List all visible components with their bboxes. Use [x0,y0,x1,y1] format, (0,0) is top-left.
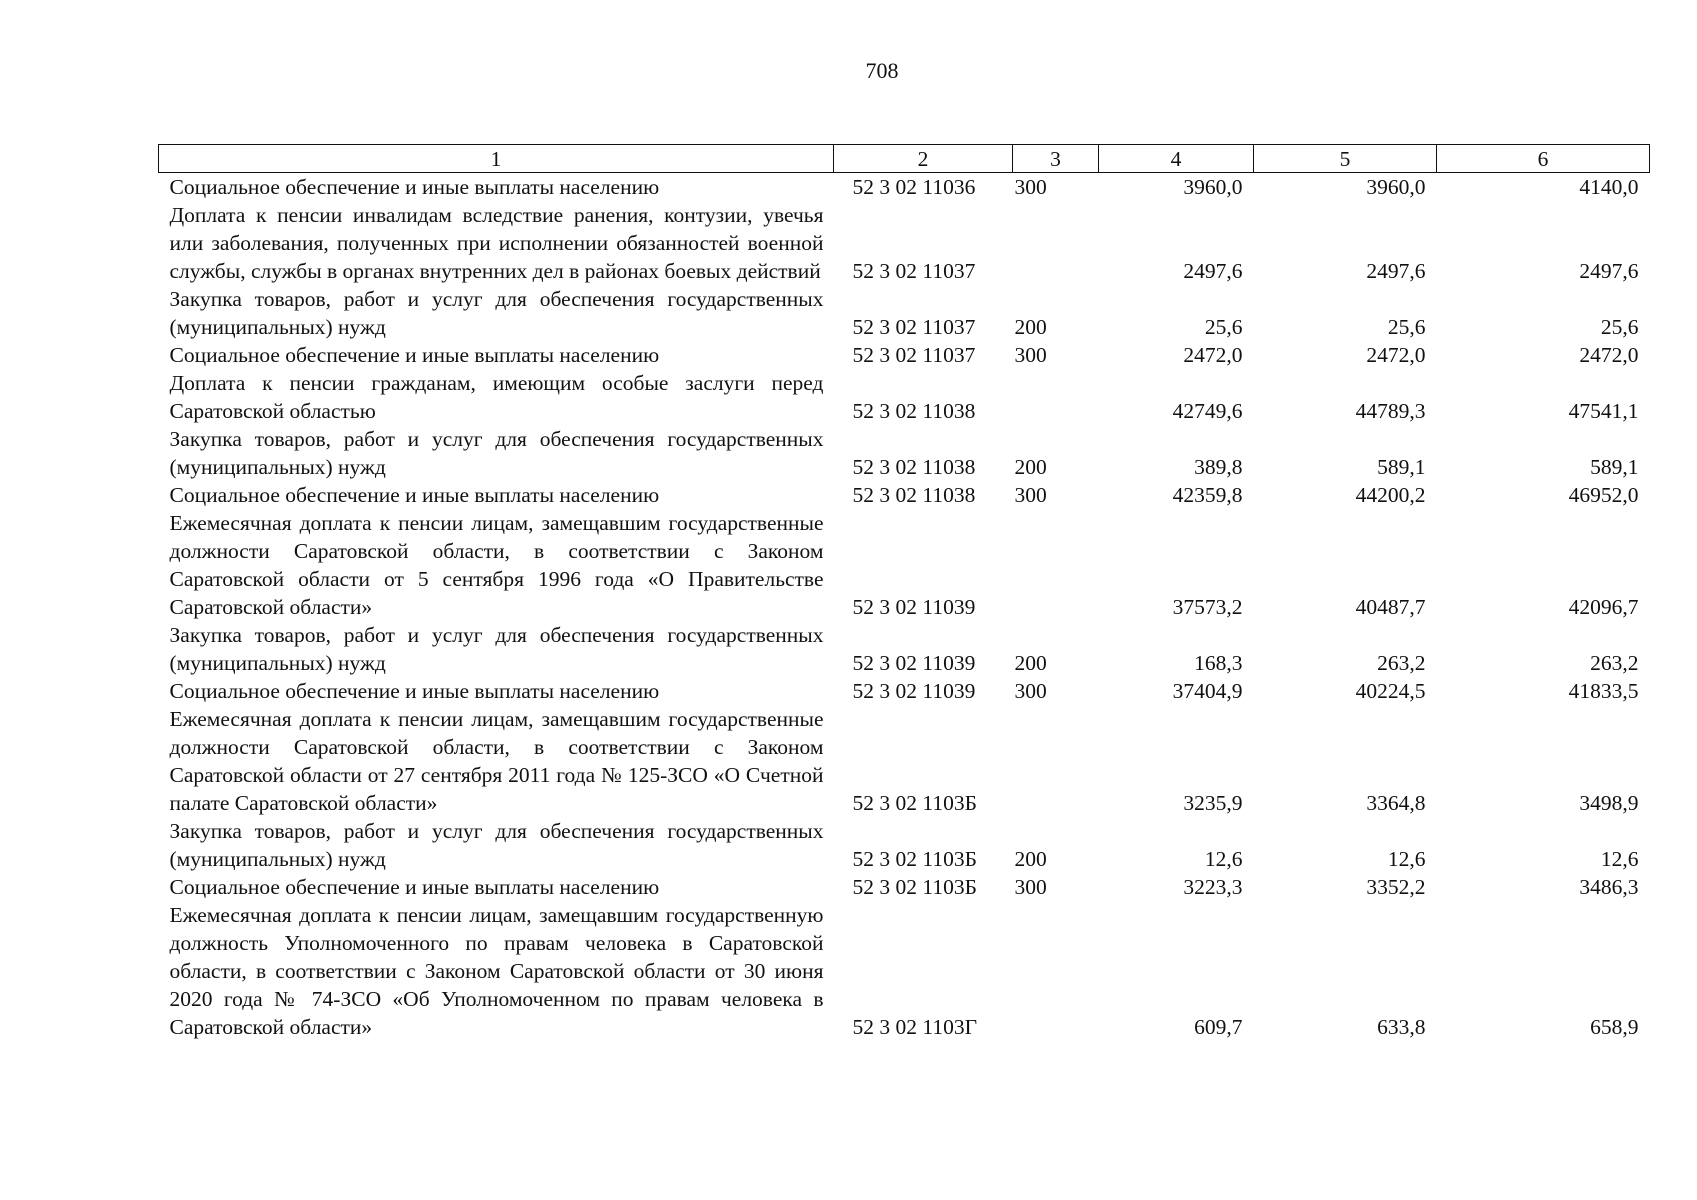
cell-expense-type [1013,901,1099,1041]
cell-expense-type [1013,509,1099,621]
cell-name [159,817,834,873]
row-description: Закупка товаров, работ и услуг для обеспечения государственных (муниципальных) нужд [169,427,824,479]
row-description: Доплата к пенсии инвалидам вследствие ранения, контузии, увечья или заболевания, полученных при исполнении обязанностей военной службы, службы в органах внутренних дел в районах боевых действий [169,203,824,283]
cell-value-col5: 12,6 [1387,847,1426,871]
cell-expense-type: 300 [1014,343,1047,367]
table-row [159,677,1650,705]
row-description: Социальное обеспечение и иные выплаты населению [169,343,660,367]
cell-target-code: 52 3 02 11039 [852,651,976,675]
cell-value-col5: 44789,3 [1355,399,1426,423]
cell-target-code: 52 3 02 11039 [852,679,976,703]
cell-target-code: 52 3 02 11038 [852,399,976,423]
cell-value-col4: 389,8 [1194,455,1243,479]
cell-value-col5: 40224,5 [1355,679,1426,703]
cell-value-col6: 263,2 [1590,651,1639,675]
table-row [159,173,1650,202]
cell-expense-type: 200 [1014,455,1047,479]
cell-value-col4: 2497,6 [1183,259,1243,283]
table-row [159,201,1650,285]
cell-value-col4: 37573,2 [1172,595,1243,619]
column-header-5: 5 [1254,145,1437,173]
cell-value-col6: 42096,7 [1568,595,1639,619]
table-header [159,145,1650,173]
cell-name [159,173,834,202]
cell-value-col6: 3498,9 [1579,791,1639,815]
row-description: Ежемесячная доплата к пенсии лицам, замещавшим государственную должность Уполномоченного по правам человека в Саратовской области, в соответствии с Законом Саратовской области от 30 июня 2020 года № 74-ЗСО «Об Уполномоченном по правам человека в Саратовской области» [169,903,824,1039]
cell-name [159,873,834,901]
cell-value-col5: 2497,6 [1366,259,1426,283]
row-description: Социальное обеспечение и иные выплаты населению [169,175,660,199]
cell-target-code: 52 3 02 11038 [852,455,976,479]
table-body [159,173,1650,1042]
row-description: Ежемесячная доплата к пенсии лицам, замещавшим государственные должности Саратовской области, в соответствии с Законом Саратовской области от 27 сентября 2011 года № 125-ЗСО «О Счетной палате Саратовской области» [169,707,824,815]
cell-target-code: 52 3 02 11039 [852,595,976,619]
cell-target-code: 52 3 02 11037 [852,315,976,339]
cell-value-col6: 41833,5 [1568,679,1639,703]
cell-target-code: 52 3 02 11038 [852,483,976,507]
cell-value-col6: 2497,6 [1579,259,1639,283]
cell-value-col4: 3235,9 [1183,791,1243,815]
cell-value-col5: 25,6 [1387,315,1426,339]
row-description: Социальное обеспечение и иные выплаты населению [169,875,660,899]
column-header-6: 6 [1437,145,1650,173]
cell-value-col4: 25,6 [1204,315,1243,339]
cell-value-col6: 658,9 [1590,1015,1639,1039]
table-row [159,285,1650,341]
table-row [159,341,1650,369]
cell-value-col5: 633,8 [1377,1015,1426,1039]
cell-value-col5: 3960,0 [1366,175,1426,199]
row-description: Закупка товаров, работ и услуг для обеспечения государственных (муниципальных) нужд [169,623,824,675]
cell-value-col6: 47541,1 [1568,399,1639,423]
row-description: Доплата к пенсии гражданам, имеющим особые заслуги перед Саратовской областью [169,371,824,423]
table-row [159,705,1650,817]
cell-name [159,509,834,621]
cell-value-col6: 4140,0 [1579,175,1639,199]
cell-value-col4: 3223,3 [1183,875,1243,899]
cell-value-col6: 25,6 [1600,315,1639,339]
cell-name [159,285,834,341]
cell-name [159,369,834,425]
cell-name [159,901,834,1041]
cell-name [159,341,834,369]
table-row [159,425,1650,481]
cell-expense-type: 200 [1014,315,1047,339]
cell-value-col4: 168,3 [1194,651,1243,675]
cell-value-col5: 3352,2 [1366,875,1426,899]
cell-expense-type: 300 [1014,483,1047,507]
budget-table [158,144,1650,1041]
cell-value-col5: 40487,7 [1355,595,1426,619]
cell-name [159,481,834,509]
table-row [159,369,1650,425]
column-header-3: 3 [1013,145,1099,173]
cell-target-code: 52 3 02 1103Б [852,847,977,871]
cell-name [159,621,834,677]
column-header-2: 2 [834,145,1013,173]
cell-target-code: 52 3 02 1103Г [852,1015,978,1039]
cell-value-col4: 42749,6 [1172,399,1243,423]
cell-expense-type [1013,705,1099,817]
cell-value-col4: 2472,0 [1183,343,1243,367]
cell-value-col6: 46952,0 [1568,483,1639,507]
cell-value-col6: 589,1 [1590,455,1639,479]
cell-value-col5: 3364,8 [1366,791,1426,815]
cell-name [159,201,834,285]
table-row [159,509,1650,621]
cell-target-code: 52 3 02 11037 [852,259,976,283]
row-description: Закупка товаров, работ и услуг для обеспечения государственных (муниципальных) нужд [169,819,824,871]
table-row [159,873,1650,901]
cell-target-code: 52 3 02 11037 [852,343,976,367]
cell-expense-type: 200 [1014,651,1047,675]
cell-value-col5: 589,1 [1377,455,1426,479]
cell-expense-type [1013,369,1099,425]
cell-target-code: 52 3 02 1103Б [852,875,977,899]
cell-value-col6: 12,6 [1600,847,1639,871]
table-row [159,901,1650,1041]
row-description: Закупка товаров, работ и услуг для обеспечения государственных (муниципальных) нужд [169,287,824,339]
header-row [159,145,1650,173]
page-number: 708 [865,58,899,83]
row-description: Ежемесячная доплата к пенсии лицам, замещавшим государственные должности Саратовской области, в соответствии с Законом Саратовской области от 5 сентября 1996 года «О Правительстве Саратовской области» [169,511,824,619]
table-row [159,621,1650,677]
cell-name [159,705,834,817]
row-description: Социальное обеспечение и иные выплаты населению [169,483,660,507]
cell-value-col4: 3960,0 [1183,175,1243,199]
cell-value-col6: 2472,0 [1579,343,1639,367]
cell-target-code: 52 3 02 11036 [852,175,976,199]
cell-value-col5: 263,2 [1377,651,1426,675]
cell-value-col4: 609,7 [1194,1015,1243,1039]
table-row [159,481,1650,509]
cell-name [159,677,834,705]
cell-value-col5: 44200,2 [1355,483,1426,507]
cell-expense-type: 200 [1014,847,1047,871]
cell-value-col6: 3486,3 [1579,875,1639,899]
cell-value-col5: 2472,0 [1366,343,1426,367]
cell-expense-type: 300 [1014,875,1047,899]
cell-name [159,425,834,481]
cell-value-col4: 37404,9 [1172,679,1243,703]
column-header-1: 1 [159,145,834,173]
cell-expense-type: 300 [1014,679,1047,703]
cell-expense-type [1013,201,1099,285]
row-description: Социальное обеспечение и иные выплаты населению [169,679,660,703]
cell-value-col4: 42359,8 [1172,483,1243,507]
cell-value-col4: 12,6 [1204,847,1243,871]
cell-expense-type: 300 [1014,175,1047,199]
cell-target-code: 52 3 02 1103Б [852,791,977,815]
table-row [159,817,1650,873]
column-header-4: 4 [1099,145,1254,173]
